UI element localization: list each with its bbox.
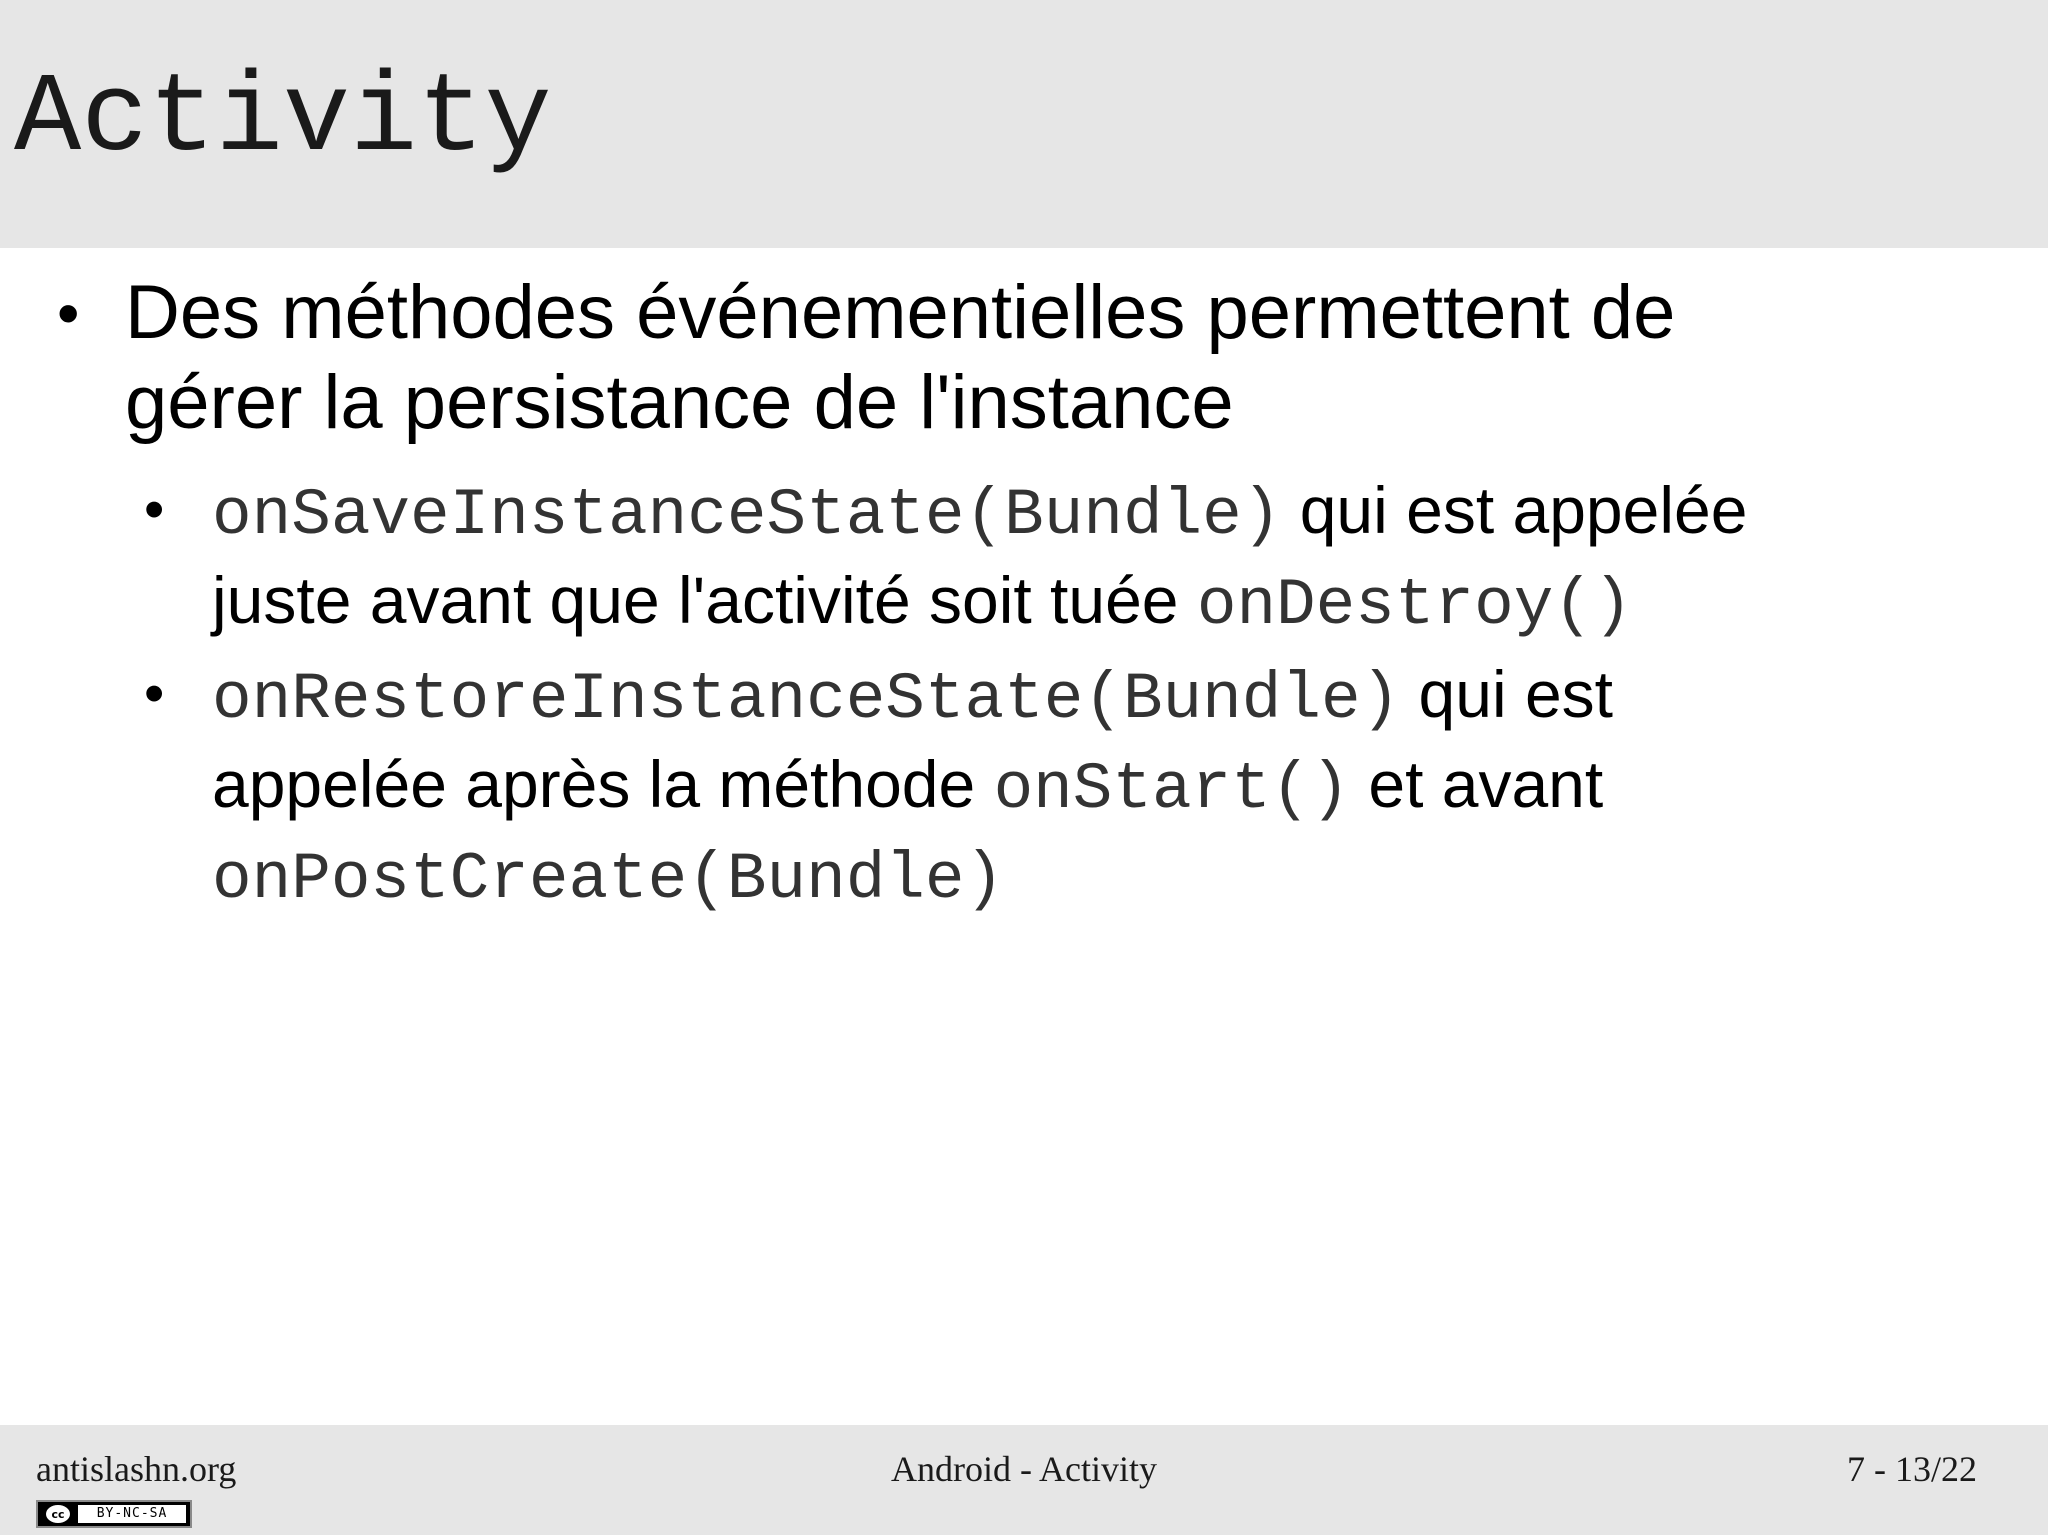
sub-bullet-dot-icon: • <box>144 477 165 542</box>
bullet-dot-icon: • <box>57 277 80 349</box>
bullet-text-line1: Des méthodes événementielles permettent de <box>125 270 1676 355</box>
code-on-save-instance-state: onSaveInstanceState(Bundle) <box>212 478 1282 553</box>
code-on-destroy: onDestroy() <box>1196 568 1633 643</box>
slide-footer <box>0 1425 2048 1535</box>
code-on-post-create: onPostCreate(Bundle) <box>212 842 1005 917</box>
bullet-text-line2: gérer la persistance de l'instance <box>125 360 1234 445</box>
code-on-start: onStart() <box>993 752 1351 827</box>
sub-bullet-on-restore-instance-state <box>144 652 2012 922</box>
sub-bullet-text: qui est appelée <box>1281 473 1748 547</box>
cc-license-badge-icon <box>36 1500 192 1528</box>
footer-title: Android - Activity <box>891 1449 1157 1489</box>
bullet-persistence-methods <box>57 268 2005 448</box>
sub-bullet-dot-icon: • <box>144 661 165 726</box>
sub-bullet-text: qui est <box>1400 657 1613 731</box>
code-on-restore-instance-state: onRestoreInstanceState(Bundle) <box>212 662 1401 737</box>
sub-bullet-on-save-instance-state <box>144 468 2012 648</box>
cc-logo-icon: cc <box>44 1503 72 1525</box>
sub-bullet-text: juste avant que l'activité soit tuée <box>212 563 1197 637</box>
slide-title: Activity <box>14 56 552 183</box>
sub-bullet-text: et avant <box>1350 747 1604 821</box>
title-bar <box>0 0 2048 248</box>
footer-page-number: 7 - 13/22 <box>1847 1449 1977 1489</box>
cc-license-label: BY-NC-SA <box>78 1505 186 1523</box>
footer-site: antislashn.org <box>36 1449 237 1489</box>
sub-bullet-text: appelée après la méthode <box>212 747 994 821</box>
